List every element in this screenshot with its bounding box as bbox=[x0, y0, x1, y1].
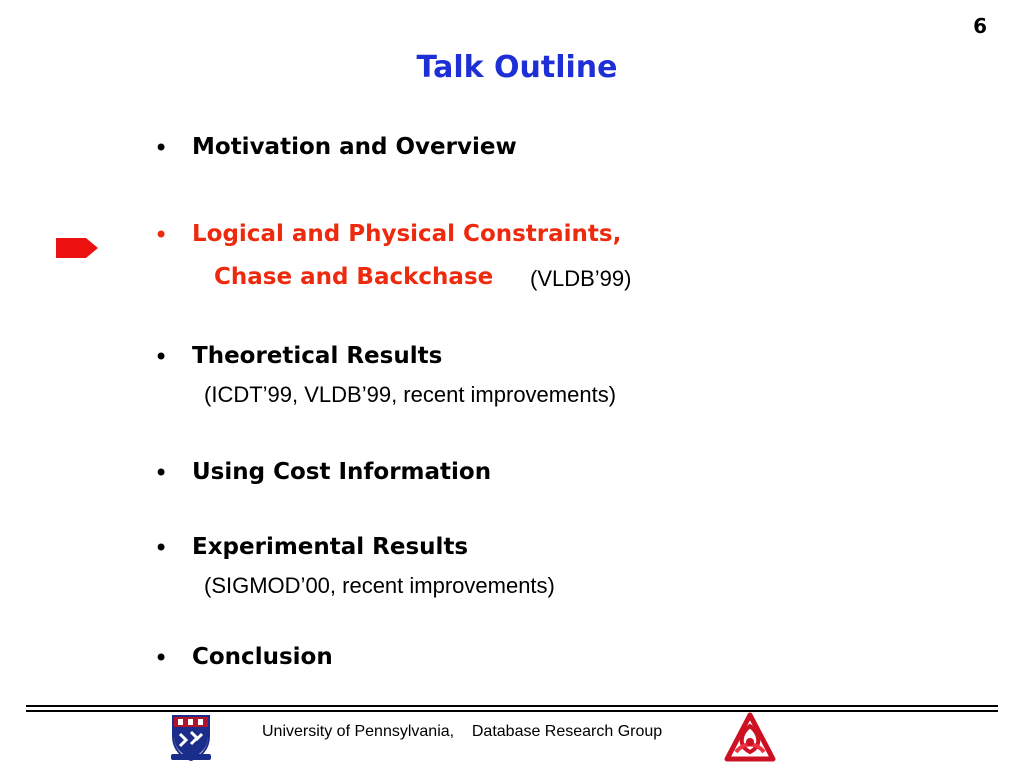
slide-title: Talk Outline bbox=[416, 50, 618, 85]
bullet-marker: • bbox=[154, 534, 169, 562]
bullet-theoretical-note: (ICDT’99, VLDB’99, recent improvements) bbox=[204, 382, 617, 407]
footer-divider bbox=[26, 710, 998, 712]
triangle-knot-logo bbox=[724, 712, 776, 764]
bullet-marker: • bbox=[154, 644, 169, 672]
footer-divider bbox=[26, 705, 998, 707]
penn-shield-logo bbox=[168, 714, 214, 762]
pointer-arrow-icon bbox=[56, 235, 100, 261]
bullet-marker: • bbox=[154, 221, 169, 249]
bullet-experimental: Experimental Results bbox=[192, 534, 469, 560]
bullet-marker: • bbox=[154, 343, 169, 371]
page-number: 6 bbox=[973, 14, 987, 38]
bullet-constraints-note: (VLDB’99) bbox=[530, 266, 632, 291]
bullet-constraints-line2: Chase and Backchase bbox=[214, 264, 494, 290]
bullet-cost: Using Cost Information bbox=[192, 459, 492, 485]
bullet-motivation: Motivation and Overview bbox=[192, 134, 517, 160]
bullet-marker: • bbox=[154, 459, 169, 487]
footer-affiliation: University of Pennsylvania, Database Research Group bbox=[262, 723, 663, 740]
bullet-constraints-line1: Logical and Physical Constraints, bbox=[192, 221, 622, 247]
bullet-conclusion: Conclusion bbox=[192, 644, 333, 670]
bullet-theoretical: Theoretical Results bbox=[192, 343, 443, 369]
bullet-experimental-note: (SIGMOD’00, recent improvements) bbox=[204, 573, 555, 598]
bullet-marker: • bbox=[154, 134, 169, 162]
